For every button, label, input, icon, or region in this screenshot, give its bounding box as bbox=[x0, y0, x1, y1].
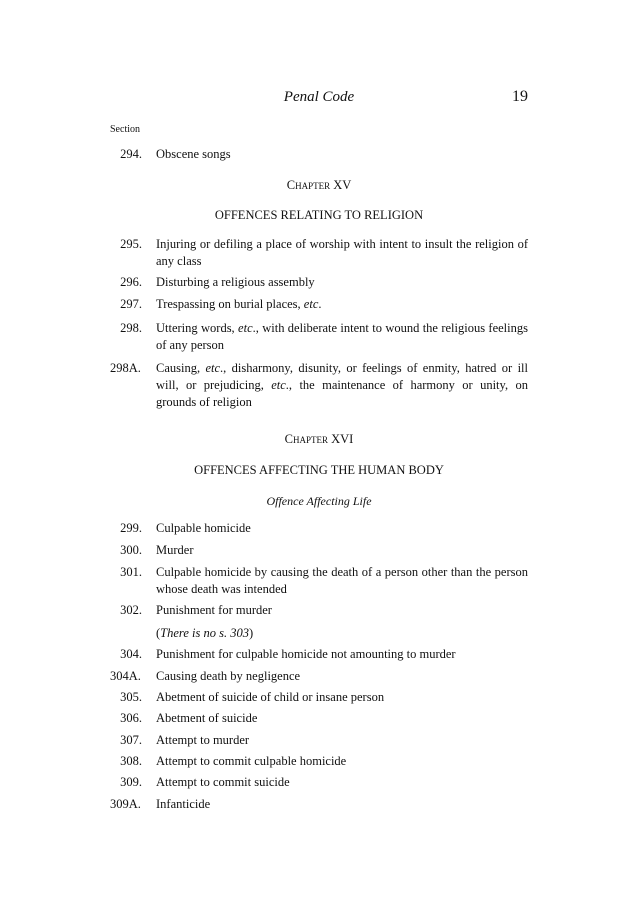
running-header-title: Penal Code bbox=[283, 89, 355, 105]
section-number: 306. bbox=[120, 711, 142, 725]
section-number: 304A. bbox=[110, 669, 141, 683]
section-number: 299. bbox=[120, 521, 142, 535]
section-title: Culpable homicide by causing the death of a person other than the person whose death was intended bbox=[156, 565, 528, 596]
chapter-xv-label: Chapter XV bbox=[286, 178, 352, 192]
section-number: 309A. bbox=[110, 797, 141, 811]
page-number: 19 bbox=[512, 88, 528, 105]
section-title: Punishment for murder bbox=[156, 603, 272, 617]
section-number: 305. bbox=[120, 690, 142, 704]
text-part: ( bbox=[156, 626, 161, 640]
italic-part: etc bbox=[205, 361, 221, 375]
section-title: Causing death by negligence bbox=[156, 669, 301, 683]
section-number: 296. bbox=[120, 275, 142, 289]
section-number: 302. bbox=[120, 603, 142, 617]
note-text bbox=[156, 625, 528, 642]
section-title bbox=[156, 360, 528, 411]
section-number: 297. bbox=[120, 297, 142, 311]
section-title bbox=[156, 296, 528, 313]
section-title: Culpable homicide bbox=[156, 521, 251, 535]
text-part: ) bbox=[248, 626, 254, 640]
section-number: 294. bbox=[120, 147, 142, 161]
text-part: ., disharmony, disunity, or feelings of enmity, hatred or ill will, or prejudicing, bbox=[156, 361, 528, 392]
text-part: ., the maintenance of harmony or unity, on grounds of religion bbox=[156, 378, 528, 409]
section-title: Punishment for culpable homicide not amounting to murder bbox=[156, 647, 456, 661]
italic-part: etc bbox=[238, 321, 253, 335]
chapter-xvi-title: OFFENCES AFFECTING THE HUMAN BODY bbox=[194, 463, 444, 477]
italic-part: etc bbox=[271, 378, 286, 392]
section-number: 301. bbox=[120, 565, 142, 579]
section-title: Infanticide bbox=[156, 797, 211, 811]
section-number: 307. bbox=[120, 733, 142, 747]
section-title bbox=[156, 320, 528, 354]
section-number: 298A. bbox=[110, 361, 141, 375]
section-title: Disturbing a religious assembly bbox=[156, 275, 315, 289]
section-title: Murder bbox=[156, 543, 194, 557]
text-part: . bbox=[318, 297, 322, 311]
section-number: 304. bbox=[120, 647, 142, 661]
section-number: 300. bbox=[120, 543, 142, 557]
section-number: 309. bbox=[120, 775, 142, 789]
section-title: Attempt to commit suicide bbox=[156, 775, 290, 789]
section-column-label: Section bbox=[110, 124, 140, 135]
section-title: Attempt to commit culpable homicide bbox=[156, 754, 347, 768]
text-part: Causing, bbox=[156, 361, 206, 375]
section-number: 298. bbox=[120, 321, 142, 335]
text-part: Trespassing on burial places, bbox=[156, 297, 304, 311]
chapter-xv-title: OFFENCES RELATING TO RELIGION bbox=[214, 208, 424, 222]
text-part: ., with deliberate intent to wound the religious feelings of any person bbox=[156, 321, 528, 352]
section-number: 295. bbox=[120, 237, 142, 251]
chapter-xvi-label: Chapter XVI bbox=[284, 432, 354, 446]
section-number: 308. bbox=[120, 754, 142, 768]
italic-part: etc bbox=[303, 297, 319, 311]
section-title: Abetment of suicide bbox=[156, 711, 258, 725]
section-title: Attempt to murder bbox=[156, 733, 250, 747]
text-part: Uttering words, bbox=[156, 321, 239, 335]
chapter-xvi-subtitle: Offence Affecting Life bbox=[266, 494, 372, 508]
section-title: Injuring or defiling a place of worship with intent to insult the religion of any class bbox=[156, 237, 528, 268]
section-title: Obscene songs bbox=[156, 147, 231, 161]
italic-part: There is no s. 303 bbox=[160, 626, 249, 640]
section-title: Abetment of suicide of child or insane person bbox=[156, 690, 385, 704]
